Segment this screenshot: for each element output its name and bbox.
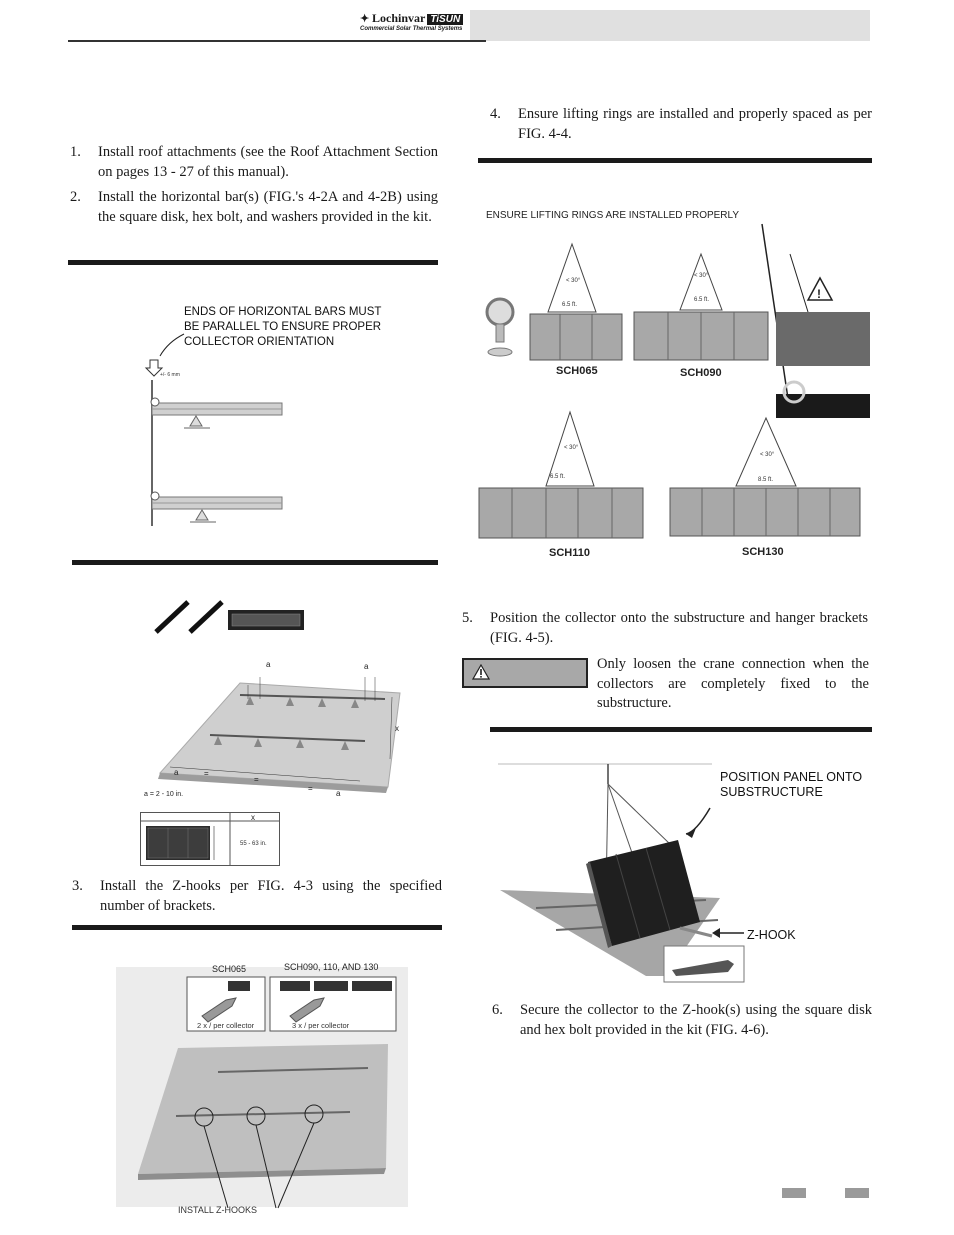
fig-2b-drawing [140,655,410,800]
fig-4-sch090-angle: < 30° [694,273,709,279]
dim-a-top-right: a [364,662,369,671]
step-6 [492,1001,872,1040]
fig-4-sch090-label: SCH090 [680,367,722,379]
dim-equal-3: = [308,784,313,793]
step-1 [70,143,438,182]
fig-2a-callout: ENDS OF HORIZONTAL BARS MUST BE PARALLEL TO ENSURE PROPER COLLECTOR ORIENTATION [184,306,382,348]
svg-text:!: ! [817,287,821,301]
lochinvar-icon: ✦ [360,13,370,25]
step-5 [462,609,868,648]
dim-a-bottom-right: a [336,789,341,798]
fig-4-sch130-label: SCH130 [742,546,784,558]
leader-line [160,334,184,356]
fig-4-sch065-label: SCH065 [556,365,598,377]
a-range-text: a = 2 - 10 in. [144,791,184,798]
fig-4-sch130-spacing: 8.5 ft. [758,477,774,483]
fig-5-drawing [496,762,752,984]
warning-icon [472,664,490,680]
step-3-number: 3. [72,878,83,894]
fig-2a-tolerance: +/- 6 mm [160,372,180,378]
brand-tagline: Commercial Solar Thermal Systems [360,26,463,32]
warning-text: Only loosen the crane connection when the collectors are completely fixed to the substructure. [597,656,869,711]
fig-5-callout: POSITION PANEL ONTO SUBSTRUCTURE [720,770,863,799]
fig-4-sch110-spacing: 6.5 ft. [550,474,566,480]
brand-badge: TiSUN [427,14,463,25]
fig-4-sch110-angle: < 30° [564,445,579,451]
dim-equal-2: = [254,775,259,784]
fig-3-model-small: SCH065 [212,964,247,974]
dim-a-bottom-left: a [174,768,179,777]
figure-rule-5 [490,727,872,732]
header-rule [68,40,486,42]
fig-5-zhook-label: Z-HOOK [747,928,796,942]
z-hook-arrow [710,926,746,940]
step-4 [490,105,872,144]
step-6-text: Secure the collector to the Z-hook(s) using the square disk and hex bolt provided in the kit (FIG. 4-6). [520,1002,872,1038]
fig-4-sch065-angle: < 30° [566,278,581,284]
table-x-range: 55 - 63 in. [240,841,267,847]
dim-x: x [395,724,399,733]
dim-a-top-left: a [266,660,271,669]
step-4-text: Ensure lifting rings are installed and properly spaced as per FIG. 4-4. [518,106,872,142]
step-5-number: 5. [462,610,473,626]
fig-4-sch130-angle: < 30° [760,452,775,458]
step-2-number: 2. [70,189,81,205]
step-4-number: 4. [490,106,501,122]
fig-2b-parts [150,598,310,638]
step-1-text: Install roof attachments (see the Roof Attachment Section on pages 13 - 27 of this manual). [98,144,438,180]
fig-3-model-large: SCH090, 110, AND 130 [284,962,379,972]
fig-4-sch065-spacing: 6.5 ft. [562,302,578,308]
header-band [470,10,870,41]
fig-4-ring-icon [487,299,513,356]
step-3-text: Install the Z-hooks per FIG. 4-3 using the specified number of brackets. [100,878,442,914]
fig-3-drawing [118,1040,408,1210]
step-1-number: 1. [70,144,81,160]
step-2-text: Install the horizontal bar(s) (FIG.'s 4-2A and 4-2B) using the square disk, hex bolt, and washers provided in the kit. [98,189,438,225]
figure-rule-2b [72,560,438,565]
fig-2a-drawing [140,330,300,530]
fig-3-count-large: 3 x / per collector [292,1021,350,1030]
figure-rule-2a [68,260,438,265]
table-x-header: x [251,813,255,822]
dim-equal-1: = [204,769,209,778]
fig-4-sch090 [634,254,768,360]
fig-4-sch110 [479,412,643,538]
footer-tab-right [845,1188,869,1198]
fig-4-sch065 [530,244,622,360]
brand-logo [360,11,470,37]
fig-4-sch130 [670,418,860,536]
fig-4-drawing [478,218,872,543]
warning-badge [462,658,588,688]
fig-4-sch090-spacing: 6.5 ft. [694,297,710,303]
brand-name: Lochinvar [372,11,426,25]
fig-4-sch110-label: SCH110 [549,547,590,559]
figure-rule-4 [478,158,872,163]
footer-tab-left [782,1188,806,1198]
fig-3-count-small: 2 x / per collector [197,1021,255,1030]
step-2 [70,188,438,227]
fig-3-install: INSTALL Z-HOOKS [178,1205,258,1215]
fig-2b-table [140,812,280,866]
step-3 [72,877,442,916]
fig-4-detail [762,224,870,418]
figure-rule-3 [72,925,442,930]
fig-4-title: ENSURE LIFTING RINGS ARE INSTALLED PROPERLY [486,210,740,221]
step-6-number: 6. [492,1002,503,1018]
step-5-text: Position the collector onto the substructure and hanger brackets (FIG. 4-5). [490,610,868,646]
